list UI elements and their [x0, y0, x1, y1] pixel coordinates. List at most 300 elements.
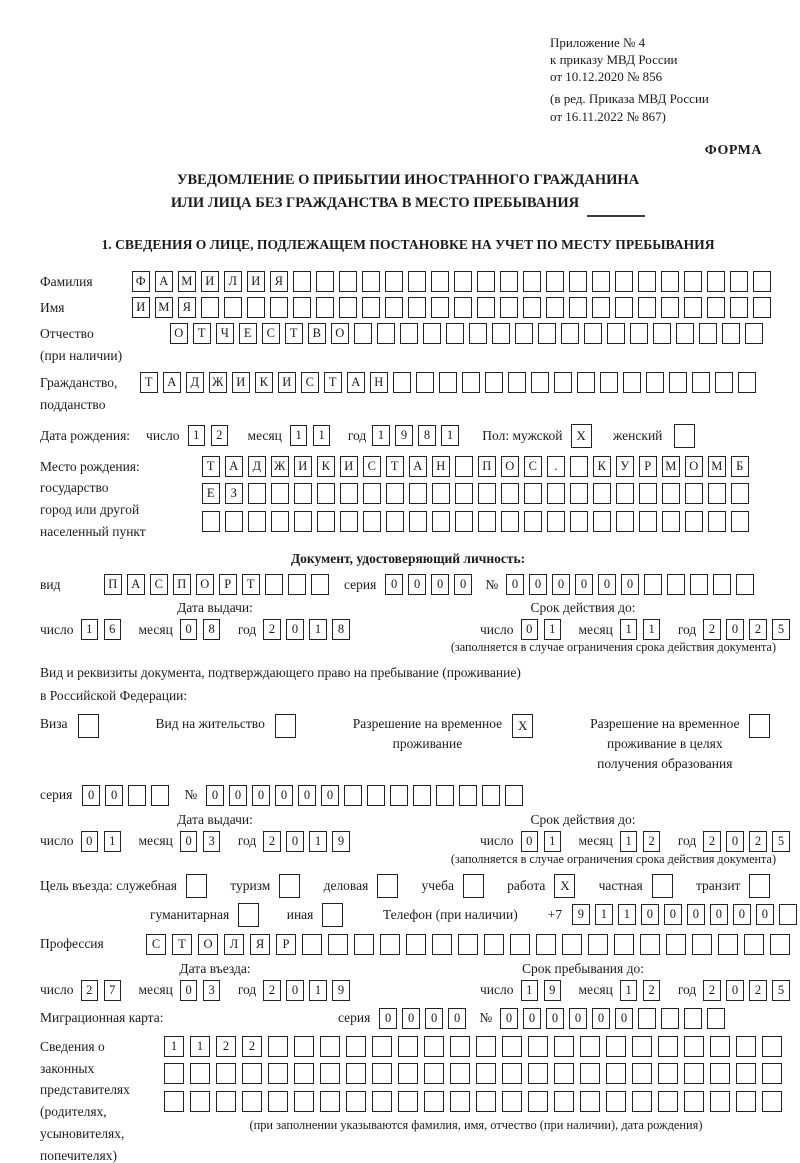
char-cell[interactable]: 0 [402, 1008, 420, 1029]
char-cell[interactable] [730, 297, 748, 318]
char-cell[interactable] [528, 1036, 548, 1057]
chastnaya-checkbox[interactable] [652, 874, 679, 898]
char-cell[interactable]: 8 [203, 619, 221, 640]
char-cell[interactable] [762, 1063, 782, 1084]
birthplace-boxes-row1[interactable] [202, 456, 754, 477]
char-cell[interactable] [393, 372, 411, 393]
char-cell[interactable]: С [150, 574, 168, 595]
char-cell[interactable]: Б [731, 456, 749, 477]
char-cell[interactable]: 1 [620, 831, 638, 852]
char-cell[interactable]: X [554, 874, 575, 898]
char-cell[interactable] [268, 1036, 288, 1057]
stay-year[interactable] [703, 980, 795, 1001]
char-cell[interactable]: 0 [82, 785, 100, 806]
gender-male-checkbox[interactable] [571, 424, 598, 448]
char-cell[interactable] [547, 483, 565, 504]
gender-female-checkbox[interactable] [674, 424, 701, 448]
char-cell[interactable] [722, 323, 740, 344]
char-cell[interactable]: Р [276, 934, 296, 955]
char-cell[interactable] [398, 1036, 418, 1057]
char-cell[interactable] [662, 483, 680, 504]
birth-day-boxes[interactable] [188, 425, 234, 446]
char-cell[interactable]: К [255, 372, 273, 393]
char-cell[interactable]: Т [172, 934, 192, 955]
char-cell[interactable] [510, 934, 530, 955]
char-cell[interactable] [523, 271, 541, 292]
char-cell[interactable] [216, 1063, 236, 1084]
char-cell[interactable]: 1 [441, 425, 459, 446]
doc-series-boxes[interactable] [385, 574, 477, 595]
char-cell[interactable]: 0 [664, 904, 682, 925]
entry-day[interactable] [81, 980, 127, 1001]
char-cell[interactable] [658, 1063, 678, 1084]
char-cell[interactable] [476, 1063, 496, 1084]
char-cell[interactable] [265, 574, 283, 595]
permit-issue-year[interactable] [263, 831, 355, 852]
char-cell[interactable]: 8 [418, 425, 436, 446]
char-cell[interactable] [339, 297, 357, 318]
char-cell[interactable] [423, 323, 441, 344]
gumanitarnaya-checkbox[interactable] [238, 903, 265, 927]
char-cell[interactable]: О [170, 323, 188, 344]
char-cell[interactable] [450, 1091, 470, 1112]
char-cell[interactable] [372, 1091, 392, 1112]
char-cell[interactable] [476, 1036, 496, 1057]
char-cell[interactable]: 3 [203, 831, 221, 852]
char-cell[interactable]: 2 [81, 980, 99, 1001]
char-cell[interactable] [455, 511, 473, 532]
permit-expiry-month[interactable] [620, 831, 666, 852]
char-cell[interactable] [614, 934, 634, 955]
char-cell[interactable]: 5 [772, 619, 790, 640]
char-cell[interactable] [346, 1036, 366, 1057]
char-cell[interactable]: 9 [572, 904, 590, 925]
char-cell[interactable]: М [155, 297, 173, 318]
char-cell[interactable] [658, 1091, 678, 1112]
char-cell[interactable]: 0 [180, 831, 198, 852]
char-cell[interactable]: 0 [710, 904, 728, 925]
char-cell[interactable] [736, 1036, 756, 1057]
char-cell[interactable]: . [547, 456, 565, 477]
char-cell[interactable]: 0 [180, 980, 198, 1001]
birth-year-boxes[interactable] [372, 425, 464, 446]
representatives-boxes-row1[interactable] [164, 1036, 788, 1057]
char-cell[interactable]: 0 [321, 785, 339, 806]
char-cell[interactable] [690, 574, 708, 595]
char-cell[interactable] [762, 1036, 782, 1057]
char-cell[interactable] [469, 323, 487, 344]
char-cell[interactable] [561, 323, 579, 344]
char-cell[interactable]: 2 [263, 831, 281, 852]
char-cell[interactable]: С [146, 934, 166, 955]
char-cell[interactable] [661, 271, 679, 292]
permit-issue-month[interactable] [180, 831, 226, 852]
char-cell[interactable] [242, 1063, 262, 1084]
char-cell[interactable] [225, 511, 243, 532]
char-cell[interactable]: 0 [621, 574, 639, 595]
char-cell[interactable]: 0 [529, 574, 547, 595]
char-cell[interactable] [128, 785, 146, 806]
char-cell[interactable] [528, 1091, 548, 1112]
char-cell[interactable] [569, 271, 587, 292]
char-cell[interactable] [439, 372, 457, 393]
char-cell[interactable] [661, 1008, 679, 1029]
char-cell[interactable] [684, 1036, 704, 1057]
char-cell[interactable] [588, 934, 608, 955]
char-cell[interactable] [340, 483, 358, 504]
char-cell[interactable] [482, 785, 500, 806]
char-cell[interactable] [317, 483, 335, 504]
char-cell[interactable]: 1 [309, 831, 327, 852]
char-cell[interactable]: С [524, 456, 542, 477]
char-cell[interactable] [372, 1063, 392, 1084]
char-cell[interactable] [524, 483, 542, 504]
char-cell[interactable] [78, 714, 99, 738]
char-cell[interactable] [502, 1063, 522, 1084]
sluzhebnaya-checkbox[interactable] [186, 874, 213, 898]
char-cell[interactable] [554, 372, 572, 393]
char-cell[interactable] [676, 323, 694, 344]
citizenship-boxes[interactable] [140, 372, 761, 393]
char-cell[interactable]: Н [370, 372, 388, 393]
char-cell[interactable] [762, 1091, 782, 1112]
char-cell[interactable] [554, 1091, 574, 1112]
char-cell[interactable]: П [173, 574, 191, 595]
turizm-checkbox[interactable] [279, 874, 306, 898]
char-cell[interactable]: И [340, 456, 358, 477]
char-cell[interactable] [320, 1091, 340, 1112]
migration-number-boxes[interactable] [500, 1008, 730, 1029]
birth-month-boxes[interactable] [290, 425, 336, 446]
char-cell[interactable] [316, 297, 334, 318]
char-cell[interactable]: 0 [180, 619, 198, 640]
char-cell[interactable]: 9 [332, 980, 350, 1001]
char-cell[interactable] [715, 372, 733, 393]
char-cell[interactable] [667, 574, 685, 595]
char-cell[interactable]: 1 [81, 619, 99, 640]
char-cell[interactable] [630, 323, 648, 344]
char-cell[interactable] [606, 1063, 626, 1084]
char-cell[interactable]: 2 [703, 980, 721, 1001]
migration-series-boxes[interactable] [379, 1008, 471, 1029]
char-cell[interactable]: Р [639, 456, 657, 477]
char-cell[interactable]: 2 [216, 1036, 236, 1057]
doc-issue-day[interactable] [81, 619, 127, 640]
char-cell[interactable] [646, 372, 664, 393]
profession-boxes[interactable] [146, 934, 796, 955]
char-cell[interactable] [164, 1091, 184, 1112]
char-cell[interactable] [339, 271, 357, 292]
char-cell[interactable]: Т [324, 372, 342, 393]
char-cell[interactable] [408, 297, 426, 318]
char-cell[interactable]: 0 [286, 980, 304, 1001]
char-cell[interactable]: П [104, 574, 122, 595]
char-cell[interactable]: А [163, 372, 181, 393]
char-cell[interactable] [738, 372, 756, 393]
char-cell[interactable] [328, 934, 348, 955]
char-cell[interactable]: 2 [703, 831, 721, 852]
char-cell[interactable] [354, 323, 372, 344]
char-cell[interactable] [592, 271, 610, 292]
char-cell[interactable] [616, 511, 634, 532]
birthplace-boxes-row3[interactable] [202, 511, 754, 532]
char-cell[interactable] [638, 1008, 656, 1029]
temp-residence-checkbox[interactable] [512, 714, 539, 738]
char-cell[interactable] [653, 323, 671, 344]
char-cell[interactable] [478, 483, 496, 504]
representatives-boxes-row3[interactable] [164, 1091, 788, 1112]
char-cell[interactable]: 1 [544, 619, 562, 640]
char-cell[interactable] [409, 511, 427, 532]
char-cell[interactable] [580, 1091, 600, 1112]
char-cell[interactable] [216, 1091, 236, 1112]
char-cell[interactable]: С [363, 456, 381, 477]
char-cell[interactable] [666, 934, 686, 955]
char-cell[interactable]: Р [219, 574, 237, 595]
char-cell[interactable]: 1 [544, 831, 562, 852]
char-cell[interactable]: Т [285, 323, 303, 344]
char-cell[interactable]: 0 [408, 574, 426, 595]
doc-issue-month[interactable] [180, 619, 226, 640]
char-cell[interactable] [502, 1091, 522, 1112]
char-cell[interactable] [580, 1063, 600, 1084]
char-cell[interactable] [500, 271, 518, 292]
char-cell[interactable]: 2 [263, 619, 281, 640]
char-cell[interactable] [730, 271, 748, 292]
char-cell[interactable]: 0 [286, 619, 304, 640]
char-cell[interactable] [247, 297, 265, 318]
char-cell[interactable] [485, 372, 503, 393]
char-cell[interactable] [547, 511, 565, 532]
char-cell[interactable] [638, 271, 656, 292]
char-cell[interactable]: Д [186, 372, 204, 393]
patronymic-boxes[interactable] [170, 323, 768, 344]
char-cell[interactable]: И [247, 271, 265, 292]
char-cell[interactable] [317, 511, 335, 532]
char-cell[interactable]: Е [239, 323, 257, 344]
char-cell[interactable]: 0 [448, 1008, 466, 1029]
char-cell[interactable] [293, 297, 311, 318]
char-cell[interactable] [708, 511, 726, 532]
char-cell[interactable] [432, 483, 450, 504]
char-cell[interactable] [484, 934, 504, 955]
char-cell[interactable] [546, 271, 564, 292]
char-cell[interactable] [639, 511, 657, 532]
char-cell[interactable] [554, 1036, 574, 1057]
char-cell[interactable]: 1 [620, 980, 638, 1001]
char-cell[interactable]: 0 [733, 904, 751, 925]
char-cell[interactable] [753, 271, 771, 292]
char-cell[interactable] [501, 511, 519, 532]
char-cell[interactable] [340, 511, 358, 532]
char-cell[interactable]: X [512, 714, 533, 738]
char-cell[interactable] [606, 1036, 626, 1057]
char-cell[interactable] [661, 297, 679, 318]
char-cell[interactable] [749, 714, 770, 738]
char-cell[interactable] [413, 785, 431, 806]
char-cell[interactable] [302, 934, 322, 955]
char-cell[interactable]: Я [250, 934, 270, 955]
char-cell[interactable]: О [331, 323, 349, 344]
char-cell[interactable] [639, 483, 657, 504]
doc-expiry-day[interactable] [521, 619, 567, 640]
birthplace-boxes-row2[interactable] [202, 483, 754, 504]
char-cell[interactable]: 1 [372, 425, 390, 446]
char-cell[interactable] [577, 372, 595, 393]
entry-year[interactable] [263, 980, 355, 1001]
char-cell[interactable] [271, 511, 289, 532]
char-cell[interactable] [736, 1091, 756, 1112]
char-cell[interactable]: 9 [544, 980, 562, 1001]
char-cell[interactable]: X [571, 424, 592, 448]
char-cell[interactable]: 6 [104, 619, 122, 640]
char-cell[interactable] [424, 1063, 444, 1084]
doc-issue-year[interactable] [263, 619, 355, 640]
char-cell[interactable] [459, 785, 477, 806]
permit-expiry-year[interactable] [703, 831, 795, 852]
char-cell[interactable]: К [593, 456, 611, 477]
char-cell[interactable]: М [662, 456, 680, 477]
char-cell[interactable] [615, 271, 633, 292]
char-cell[interactable] [363, 511, 381, 532]
char-cell[interactable]: 0 [275, 785, 293, 806]
inaya-checkbox[interactable] [322, 903, 349, 927]
char-cell[interactable]: О [501, 456, 519, 477]
char-cell[interactable] [692, 372, 710, 393]
char-cell[interactable] [400, 323, 418, 344]
char-cell[interactable] [316, 271, 334, 292]
char-cell[interactable] [770, 934, 790, 955]
char-cell[interactable]: Т [193, 323, 211, 344]
residence-permit-checkbox[interactable] [275, 714, 302, 738]
char-cell[interactable]: 0 [687, 904, 705, 925]
char-cell[interactable] [363, 483, 381, 504]
char-cell[interactable] [398, 1091, 418, 1112]
char-cell[interactable] [354, 934, 374, 955]
char-cell[interactable] [538, 323, 556, 344]
tranzit-checkbox[interactable] [749, 874, 776, 898]
char-cell[interactable] [390, 785, 408, 806]
char-cell[interactable]: О [685, 456, 703, 477]
char-cell[interactable] [584, 323, 602, 344]
char-cell[interactable] [632, 1091, 652, 1112]
char-cell[interactable] [779, 904, 797, 925]
char-cell[interactable]: 1 [313, 425, 331, 446]
char-cell[interactable]: 7 [104, 980, 122, 1001]
char-cell[interactable]: 0 [385, 574, 403, 595]
char-cell[interactable] [638, 297, 656, 318]
char-cell[interactable] [385, 271, 403, 292]
ucheba-checkbox[interactable] [463, 874, 490, 898]
char-cell[interactable]: 2 [643, 980, 661, 1001]
char-cell[interactable]: 1 [290, 425, 308, 446]
char-cell[interactable] [562, 934, 582, 955]
char-cell[interactable]: И [232, 372, 250, 393]
doc-expiry-month[interactable] [620, 619, 666, 640]
char-cell[interactable]: 0 [523, 1008, 541, 1029]
char-cell[interactable] [684, 297, 702, 318]
char-cell[interactable]: А [127, 574, 145, 595]
char-cell[interactable] [652, 874, 673, 898]
phone-boxes[interactable] [572, 904, 800, 925]
char-cell[interactable] [450, 1063, 470, 1084]
permit-expiry-day[interactable] [521, 831, 567, 852]
char-cell[interactable]: Т [202, 456, 220, 477]
char-cell[interactable] [454, 297, 472, 318]
surname-boxes[interactable] [132, 271, 776, 292]
char-cell[interactable]: 0 [726, 831, 744, 852]
char-cell[interactable]: 1 [309, 619, 327, 640]
char-cell[interactable]: И [201, 271, 219, 292]
char-cell[interactable]: 0 [756, 904, 774, 925]
char-cell[interactable] [151, 785, 169, 806]
char-cell[interactable]: 1 [620, 619, 638, 640]
char-cell[interactable] [616, 483, 634, 504]
char-cell[interactable]: 0 [81, 831, 99, 852]
char-cell[interactable] [455, 483, 473, 504]
char-cell[interactable] [372, 1036, 392, 1057]
char-cell[interactable] [346, 1091, 366, 1112]
char-cell[interactable] [322, 903, 343, 927]
char-cell[interactable] [164, 1063, 184, 1084]
char-cell[interactable]: 0 [615, 1008, 633, 1029]
char-cell[interactable]: 0 [379, 1008, 397, 1029]
char-cell[interactable] [386, 483, 404, 504]
char-cell[interactable] [570, 483, 588, 504]
char-cell[interactable] [320, 1063, 340, 1084]
char-cell[interactable] [731, 511, 749, 532]
char-cell[interactable] [446, 323, 464, 344]
char-cell[interactable]: Т [386, 456, 404, 477]
char-cell[interactable]: И [294, 456, 312, 477]
char-cell[interactable] [593, 483, 611, 504]
char-cell[interactable]: 2 [643, 831, 661, 852]
char-cell[interactable] [190, 1063, 210, 1084]
char-cell[interactable] [674, 424, 695, 448]
char-cell[interactable]: 9 [395, 425, 413, 446]
char-cell[interactable]: 0 [500, 1008, 518, 1029]
char-cell[interactable]: Ф [132, 271, 150, 292]
char-cell[interactable]: 0 [592, 1008, 610, 1029]
char-cell[interactable] [462, 372, 480, 393]
char-cell[interactable] [718, 934, 738, 955]
char-cell[interactable] [736, 574, 754, 595]
char-cell[interactable] [377, 874, 398, 898]
char-cell[interactable]: 0 [229, 785, 247, 806]
char-cell[interactable]: С [301, 372, 319, 393]
char-cell[interactable]: 2 [749, 619, 767, 640]
char-cell[interactable]: 0 [431, 574, 449, 595]
char-cell[interactable] [685, 483, 703, 504]
char-cell[interactable] [431, 271, 449, 292]
char-cell[interactable]: И [278, 372, 296, 393]
char-cell[interactable]: 0 [454, 574, 472, 595]
char-cell[interactable]: У [616, 456, 634, 477]
char-cell[interactable]: Н [432, 456, 450, 477]
char-cell[interactable]: 0 [105, 785, 123, 806]
stay-month[interactable] [620, 980, 666, 1001]
char-cell[interactable]: 0 [252, 785, 270, 806]
char-cell[interactable] [346, 1063, 366, 1084]
char-cell[interactable] [242, 1091, 262, 1112]
char-cell[interactable]: П [478, 456, 496, 477]
char-cell[interactable] [505, 785, 523, 806]
char-cell[interactable] [502, 1036, 522, 1057]
char-cell[interactable]: З [225, 483, 243, 504]
char-cell[interactable] [492, 323, 510, 344]
char-cell[interactable]: М [708, 456, 726, 477]
char-cell[interactable] [569, 297, 587, 318]
